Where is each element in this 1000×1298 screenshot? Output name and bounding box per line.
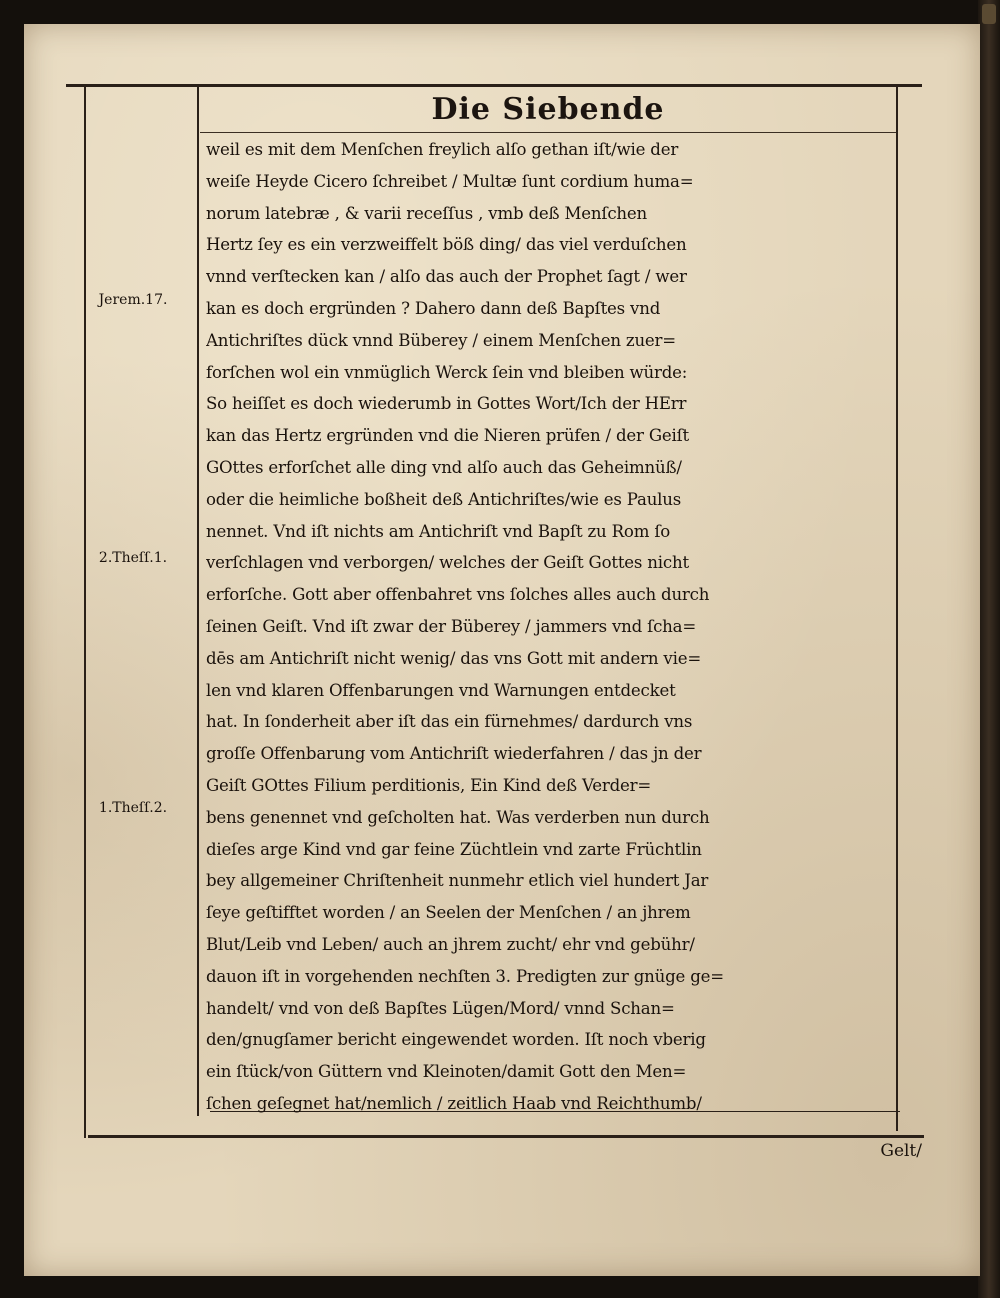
text-line: dēs am Antichriſt nicht wenig/ das vns Gott mit andern vie= xyxy=(206,648,702,668)
text-line: dauon iſt in vorgehenden nechſten 3. Predigten zur gnüge ge= xyxy=(206,966,724,986)
text-line: weil es mit dem Menſchen freylich alſo gethan iſt/wie der xyxy=(206,140,679,159)
text-line: ſchen geſegnet hat/nemlich / zeitlich Haab vnd Reichthumb/ xyxy=(206,1093,702,1113)
left-border-rule xyxy=(84,86,86,1138)
marginal-note: 1.Theſſ.2. xyxy=(98,800,168,816)
text-line: GOttes erforſchet alle ding vnd alſo auch das Geheimnüß/ xyxy=(206,457,682,477)
text-line: norum latebræ , & varii receſſus , vmb deß Menſchen xyxy=(206,203,648,223)
text-line: Geiſt GOttes Filium perditionis, Ein Kind deß Verder= xyxy=(206,775,652,795)
text-line: nennet. Vnd iſt nichts am Antichriſt vnd Bapſt zu Rom ſo xyxy=(206,521,671,541)
margin-gutter-rule xyxy=(197,86,199,1116)
text-line: Blut/Leib vnd Leben/ auch an jhrem zucht/ ehr vnd gebühr/ xyxy=(206,934,695,954)
running-head: Die Siebende xyxy=(431,92,665,127)
right-border-rule xyxy=(896,86,898,1131)
text-line: ſeinen Geiſt. Vnd iſt zwar der Büberey / jammers vnd ſcha= xyxy=(206,616,697,636)
text-line: dieſes arge Kind vnd gar feine Züchtlein vnd zarte Früchtlin xyxy=(206,839,702,859)
text-line: kan es doch ergründen ? Dahero dann deß Bapſtes vnd xyxy=(206,298,661,318)
catchword: Gelt/ xyxy=(880,1141,922,1161)
text-line: So heiſſet es doch wiederumb in Gottes Wort/Ich der HErr xyxy=(206,394,687,414)
text-line: oder die heimliche boßheit deß Antichriſtes/wie es Paulus xyxy=(206,489,682,509)
text-line: vnnd verſtecken kan / alſo das auch der Prophet ſagt / wer xyxy=(206,267,687,287)
text-line: len vnd klaren Offenbarungen vnd Warnungen entdecket xyxy=(206,680,676,700)
text-line: verſchlagen vnd verborgen/ welches der Geiſt Gottes nicht xyxy=(206,553,689,573)
marginal-note: Jerem.17. xyxy=(98,292,168,308)
bottom-rule xyxy=(88,1135,924,1138)
body-text xyxy=(206,134,896,1120)
text-line: handelt/ vnd von deß Bapſtes Lügen/Mord/ vnnd Schan= xyxy=(206,998,675,1018)
text-line: den/gnugſamer bericht eingewendet worden. Iſt noch vberig xyxy=(206,1030,706,1050)
text-line: hat. In ſonderheit aber iſt das ein fürnehmes/ dardurch vns xyxy=(206,712,693,732)
text-line: ſeye geſtifftet worden / an Seelen der Menſchen / an jhrem xyxy=(206,903,691,923)
text-line: groſſe Offenbarung vom Antichriſt wiederfahren / das jn der xyxy=(206,744,702,764)
top-rule xyxy=(66,84,922,87)
text-line: weiſe Heyde Cicero ſchreibet / Multæ ſunt cordium huma= xyxy=(206,171,694,191)
text-line: erforſche. Gott aber offenbahret vns ſolches alles auch durch xyxy=(206,585,710,605)
text-line: Hertz ſey es ein verzweiffelt böß ding/ das viel verduſchen xyxy=(206,235,687,255)
running-head-underline xyxy=(200,132,896,133)
spine-mark xyxy=(982,4,996,24)
book-spine xyxy=(978,0,1000,1298)
text-line: bens genennet vnd geſcholten hat. Was verderben nun durch xyxy=(206,807,710,827)
text-line: forſchen wol ein vnmüglich Werck ſein vnd bleiben würde: xyxy=(206,362,688,382)
marginal-note: 2.Theſſ.1. xyxy=(98,550,168,566)
text-line: Antichriſtes dück vnnd Büberey / einem Menſchen zuer= xyxy=(206,330,676,350)
text-line: ein ſtück/von Güttern vnd Kleinoten/damit Gott den Men= xyxy=(206,1062,687,1082)
text-line: kan das Hertz ergründen vnd die Nieren prüfen / der Geiſt xyxy=(206,426,690,446)
text-line: bey allgemeiner Chriſtenheit nunmehr etlich viel hundert Jar xyxy=(206,871,709,891)
